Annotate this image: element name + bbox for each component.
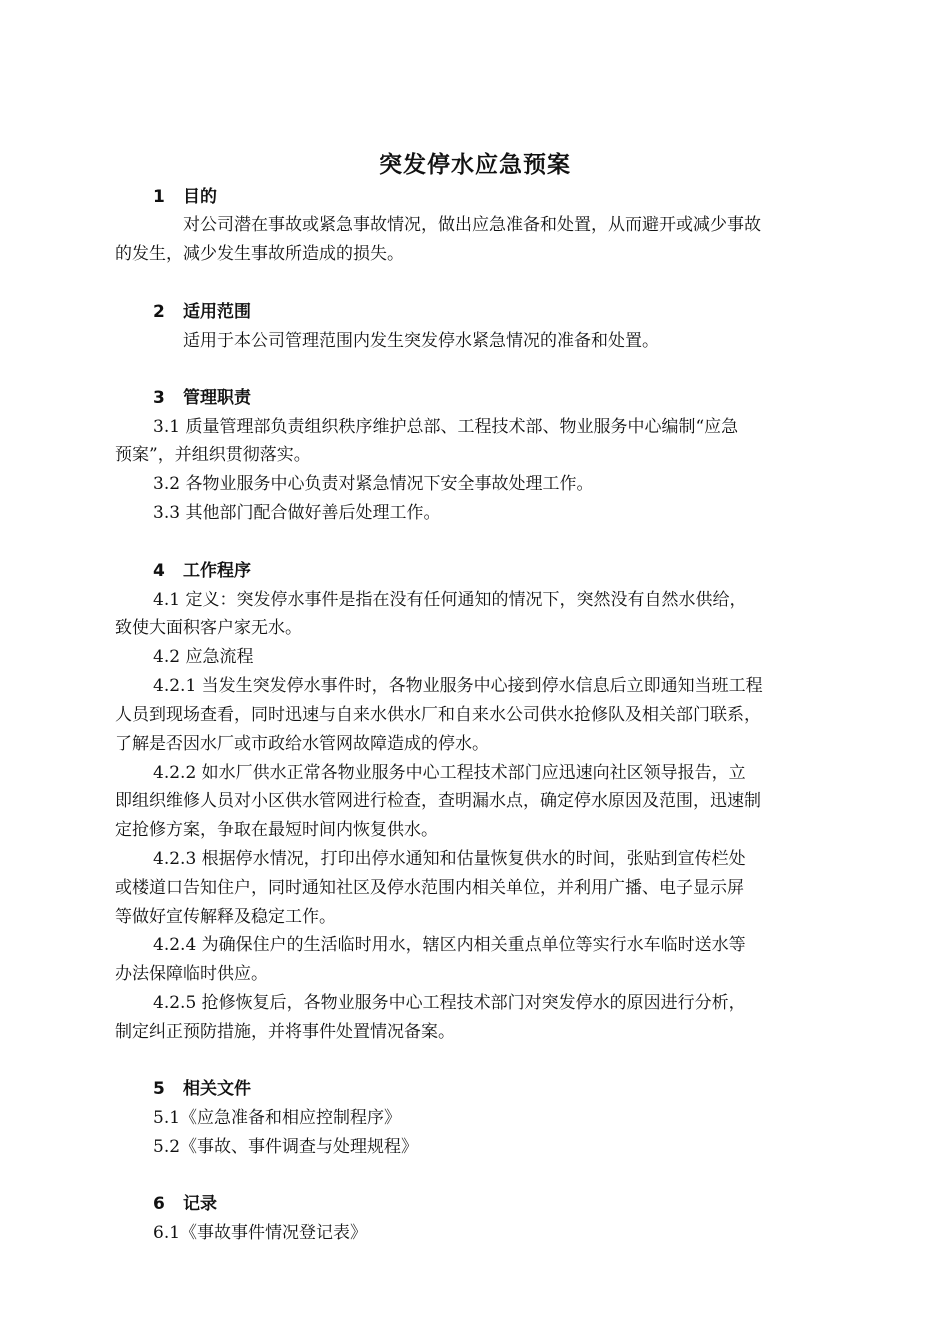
section-heading-scope: 2 适用范围: [153, 302, 251, 322]
paragraph-line: 或楼道口告知住户，同时通知社区及停水范围内相关单位，并利用广播、电子显示屏: [115, 878, 744, 898]
section-heading-purpose: 1 目的: [153, 187, 217, 207]
paragraph-line: 定抢修方案，争取在最短时间内恢复供水。: [115, 820, 438, 840]
paragraph-line: 4.2 应急流程: [153, 647, 254, 667]
paragraph-line: 等做好宣传解释及稳定工作。: [115, 907, 336, 927]
paragraph-line: 了解是否因水厂或市政给水管网故障造成的停水。: [115, 734, 489, 754]
paragraph-line: 5.2《事故、事件调查与处理规程》: [153, 1137, 419, 1157]
page-title: 突发停水应急预案: [379, 152, 571, 178]
paragraph-line: 预案”，并组织贯彻落实。: [115, 445, 311, 465]
paragraph-line: 4.2.4 为确保住户的生活临时用水，辖区内相关重点单位等实行水车临时送水等: [153, 935, 746, 955]
paragraph-line: 适用于本公司管理范围内发生突发停水紧急情况的准备和处置。: [183, 331, 659, 351]
section-heading-related-docs: 5 相关文件: [153, 1079, 251, 1099]
paragraph-line: 办法保障临时供应。: [115, 964, 268, 984]
section-heading-procedure: 4 工作程序: [153, 561, 251, 581]
paragraph-line: 致使大面积客户家无水。: [115, 618, 302, 638]
section-heading-responsibilities: 3 管理职责: [153, 388, 251, 408]
paragraph-line: 制定纠正预防措施，并将事件处置情况备案。: [115, 1022, 455, 1042]
section-heading-records: 6 记录: [153, 1194, 217, 1214]
paragraph-line: 3.1 质量管理部负责组织秩序维护总部、工程技术部、物业服务中心编制“应急: [153, 417, 739, 437]
paragraph-line: 4.2.1 当发生突发停水事件时，各物业服务中心接到停水信息后立即通知当班工程: [153, 676, 763, 696]
paragraph-line: 的发生，减少发生事故所造成的损失。: [115, 244, 404, 264]
paragraph-line: 人员到现场查看，同时迅速与自来水供水厂和自来水公司供水抢修队及相关部门联系，: [115, 705, 761, 725]
paragraph-line: 对公司潜在事故或紧急事故情况，做出应急准备和处置，从而避开或减少事故: [183, 215, 761, 235]
paragraph-line: 4.2.3 根据停水情况，打印出停水通知和估量恢复供水的时间，张贴到宣传栏处: [153, 849, 746, 869]
paragraph-line: 4.2.2 如水厂供水正常各物业服务中心工程技术部门应迅速向社区领导报告，立: [153, 763, 746, 783]
paragraph-line: 6.1《事故事件情况登记表》: [153, 1223, 368, 1243]
paragraph-line: 5.1《应急准备和相应控制程序》: [153, 1108, 402, 1128]
paragraph-line: 3.2 各物业服务中心负责对紧急情况下安全事故处理工作。: [153, 474, 594, 494]
paragraph-line: 3.3 其他部门配合做好善后处理工作。: [153, 503, 441, 523]
paragraph-line: 4.1 定义：突发停水事件是指在没有任何通知的情况下，突然没有自然水供给，: [153, 590, 747, 610]
paragraph-line: 4.2.5 抢修恢复后，各物业服务中心工程技术部门对突发停水的原因进行分析，: [153, 993, 746, 1013]
paragraph-line: 即组织维修人员对小区供水管网进行检查，查明漏水点，确定停水原因及范围，迅速制: [115, 791, 761, 811]
